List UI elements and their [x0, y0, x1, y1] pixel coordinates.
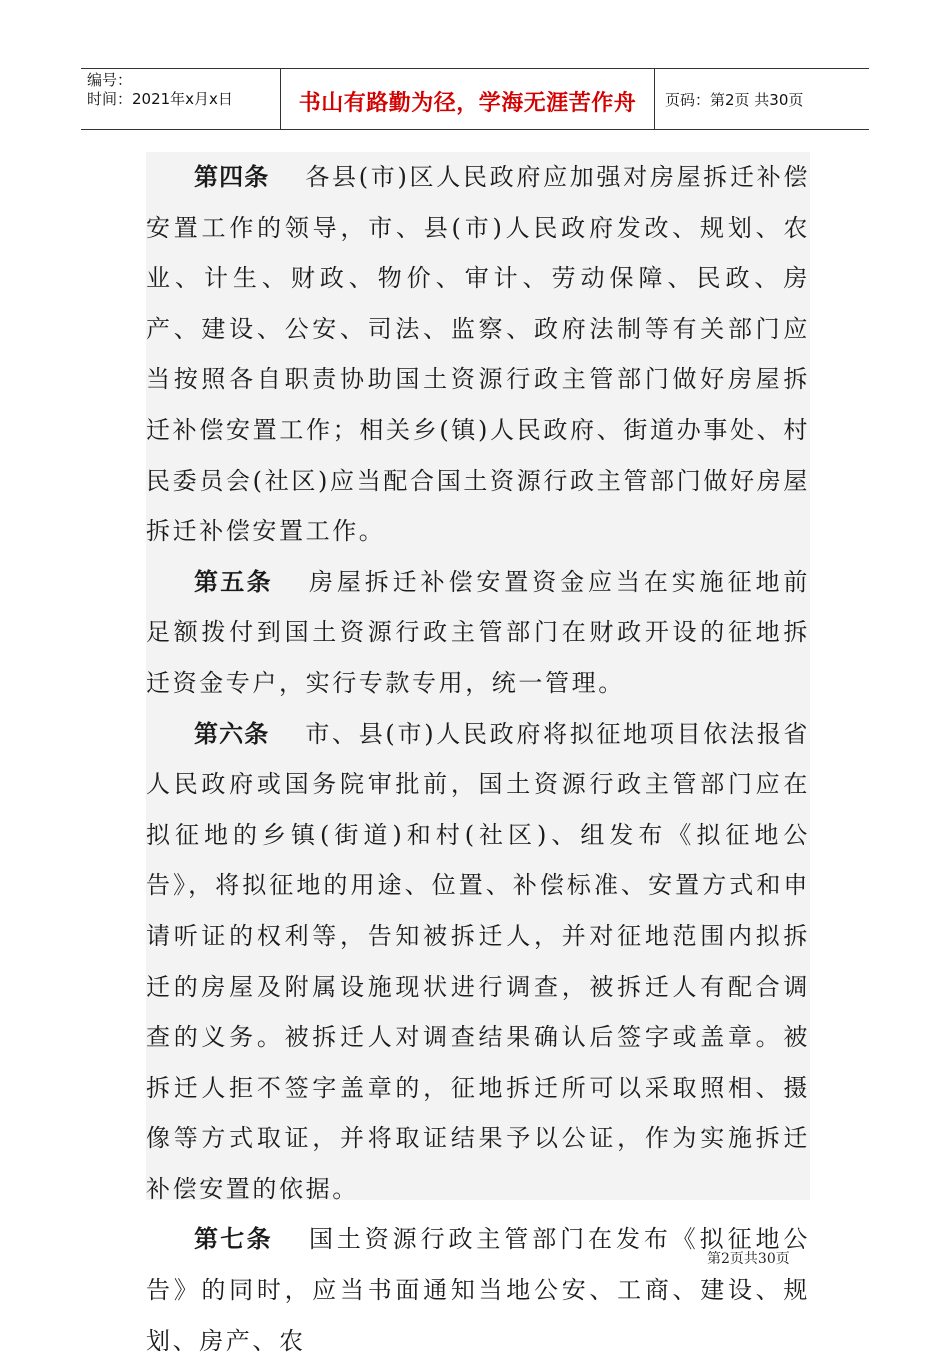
page-footer: 第2页共30页	[707, 1251, 790, 1267]
article-paragraph	[146, 1214, 810, 1366]
header-page-code: 页码：第2页 共30页	[665, 91, 804, 109]
header-motto: 书山有路勤为径，学海无涯苦作舟	[298, 91, 637, 116]
article-text: 国土资源行政主管部门在发布《拟征地公告》的同时，应当书面通知当地公安、工商、建设、规划、房产、农	[146, 1225, 810, 1355]
article-paragraph	[146, 557, 810, 709]
article-title: 第五条	[194, 567, 273, 596]
header-page-cell	[655, 69, 869, 129]
article-title: 第七条	[194, 1225, 273, 1254]
header-meta-cell	[81, 69, 281, 129]
article-title: 第四条	[194, 163, 270, 191]
header-motto-cell	[281, 69, 655, 129]
article-text: 房屋拆迁补偿安置资金应当在实施征地前足额拨付到国土资源行政主管部门在财政开设的征地拆迁资金专户，实行专款专用，统一管理。	[146, 567, 810, 697]
page-header	[81, 68, 869, 130]
article-text: 各县(市)区人民政府应加强对房屋拆迁补偿安置工作的领导，市、县(市)人民政府发改、规划、农业、计生、财政、物价、审计、劳动保障、民政、房产、建设、公安、司法、监察、政府法制等有关部门应当按照各自职责协助国土资源行政主管部门做好房屋拆迁补偿安置工作；相关乡(镇)人民政府、街道办事处、村民委员会(社区)应当配合国土资源行政主管部门做好房屋拆迁补偿安置工作。	[146, 163, 810, 546]
article-paragraph	[146, 152, 810, 557]
article-paragraph	[146, 709, 810, 1215]
document-number-label: 编号：	[87, 71, 133, 89]
document-time-label: 时间：2021年x月x日	[87, 90, 233, 108]
article-text: 市、县(市)人民政府将拟征地项目依法报省人民政府或国务院审批前，国土资源行政主管部门应在拟征地的乡镇(街道)和村(社区)、组发布《拟征地公告》，将拟征地的用途、位置、补偿标准、安置方式和申请听证的权利等，告知被拆迁人，并对征地范围内拟拆迁的房屋及附属设施现状进行调查，被拆迁人有配合调查的义务。被拆迁人对调查结果确认后签字或盖章。被拆迁人拒不签字盖章的，征地拆迁所可以采取照相、摄像等方式取证，并将取证结果予以公证，作为实施拆迁补偿安置的依据。	[146, 719, 810, 1203]
article-title: 第六条	[194, 719, 270, 748]
